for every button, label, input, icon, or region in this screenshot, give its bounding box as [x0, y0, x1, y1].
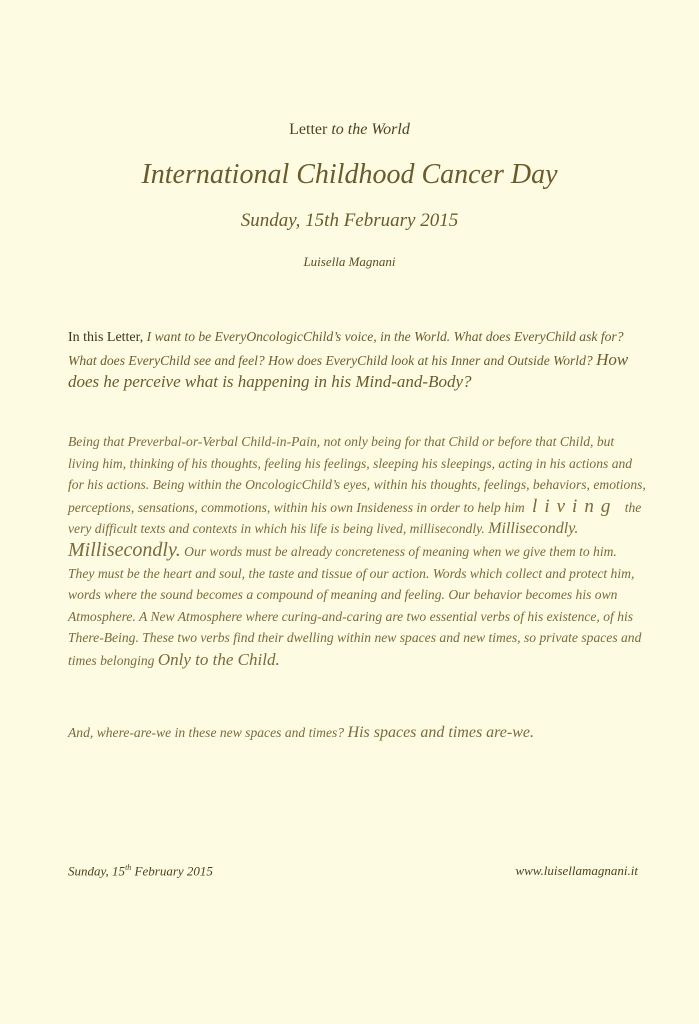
footer-date-sup: th — [125, 863, 132, 872]
footer-date-prefix: Sunday, 15 — [68, 863, 126, 879]
letter-heading — [0, 121, 699, 139]
millisecondly-medium: Millisecondly. — [488, 520, 579, 538]
closing-question: And, where-are-we in these new spaces and times? — [68, 725, 345, 740]
author-name: Luisella Magnani — [303, 254, 396, 269]
intro-lead: In this Letter, — [68, 330, 144, 345]
closing-answer: His spaces and times are-we. — [347, 724, 535, 741]
document-title: International Childhood Cancer Day — [141, 159, 558, 190]
intro-question: How does he perceive what is happening in his Mind-and-Body? — [68, 349, 629, 392]
paragraph-intro — [68, 326, 646, 394]
document-date: Sunday, 15th February 2015 — [240, 210, 459, 231]
footer-date-suffix: February 2015 — [134, 863, 213, 879]
paragraph-closing — [68, 722, 646, 744]
footer-website: www.luisellamagnani.it — [515, 863, 638, 878]
millisecondly-large: Millisecondly. — [68, 538, 181, 561]
body-text-c: Our words must be already concreteness of meaning when we give them to him. They must be the heart and soul, the taste and tissue of our action. Words which collect and protect him, words where the sound becomes a compound of meaning and feeling. Our behavior becomes his own Atmosphere. A New Atmosphere where curing-and-caring are two essential verbs of his existence, of his There-Being. These two verbs find their dwelling within new spaces and new times, so private spaces and times belonging — [68, 543, 642, 668]
intro-text: I want to be EveryOncologicChild’s voice, in the World. What does EveryChild ask for? What does EveryChild see and feel? How does EveryChild look at his Inner and Outside World? — [68, 329, 624, 368]
to-world-phrase: to the World — [331, 121, 410, 138]
letter-word: Letter — [289, 121, 328, 138]
only-to-child: Only to the Child. — [157, 649, 280, 669]
paragraph-body — [68, 431, 646, 672]
footer-date — [68, 863, 213, 879]
living-word: living — [532, 495, 618, 517]
body-text-a: Being that Preverbal-or-Verbal Child-in-Pain, not only being for that Child or before that Child, but living him, thinking of his thoughts, feeling his feelings, sleeping his sleepings, acting in his actions and for his actions. Being within the OncologicChild’s eyes, within his thoughts, feelings, behaviors, emotions, perceptions, sensations, commotions, within his own Insideness in order to help him — [68, 434, 646, 515]
body-text-b: the very difficult texts and contexts in which his life is being lived, millisecondly. — [68, 499, 642, 537]
